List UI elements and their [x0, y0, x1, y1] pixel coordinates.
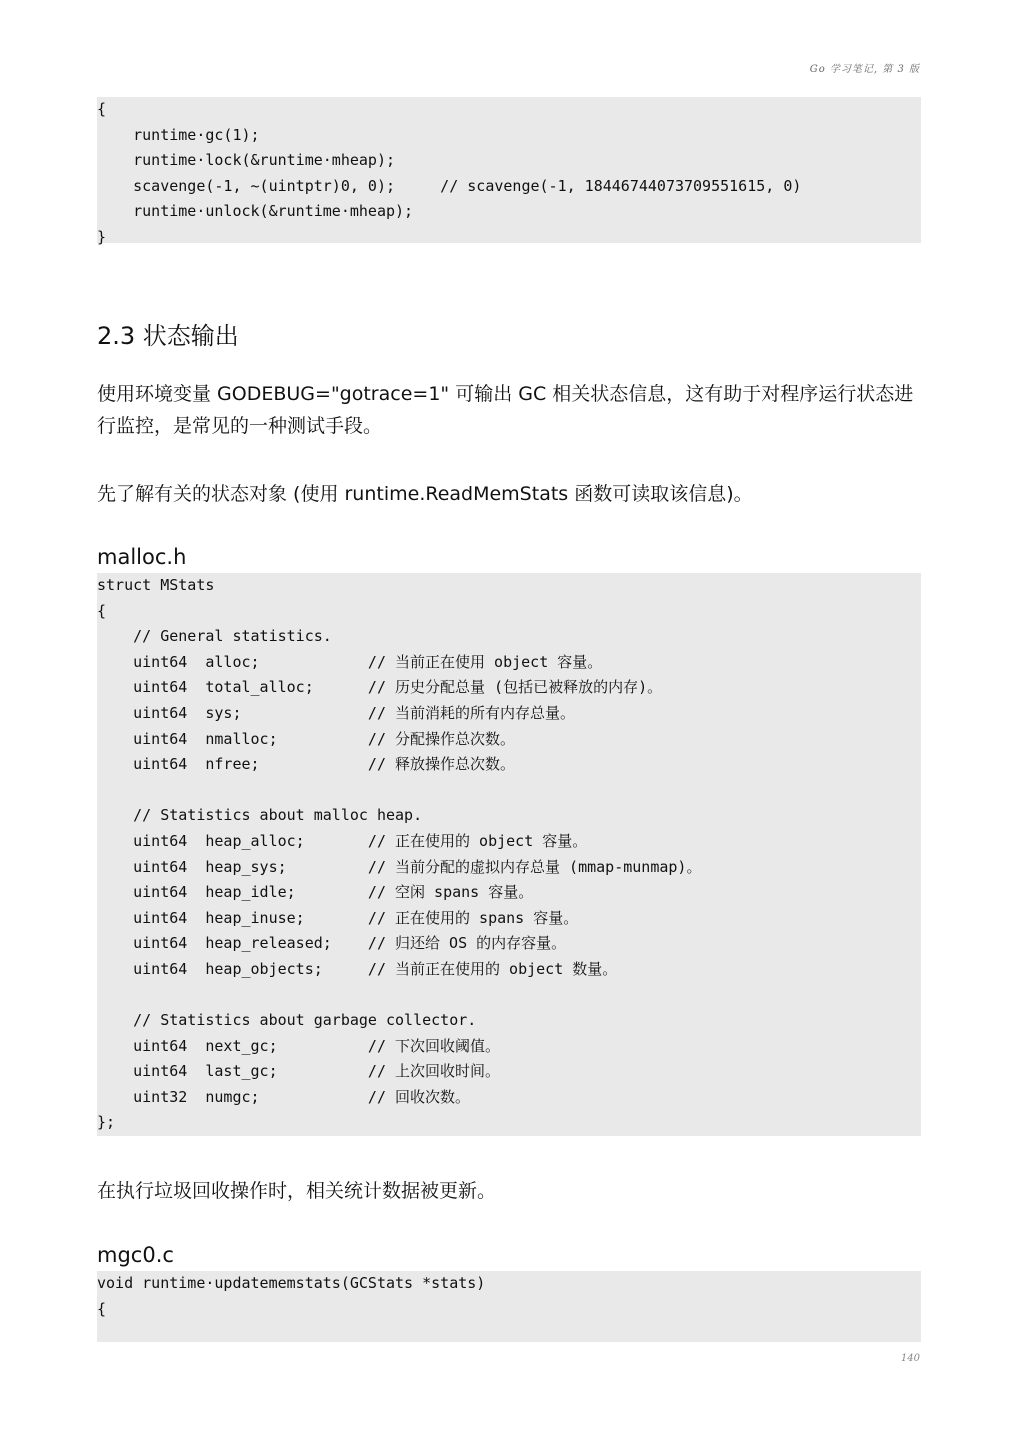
code-line: // Statistics about garbage collector.	[97, 1011, 477, 1030]
code-line: {	[97, 1299, 107, 1318]
code-line: scavenge(-1, ~(uintptr)0, 0); // scavenge(-1, 18446744073709551615, 0)	[97, 176, 802, 195]
code-line: {	[97, 601, 107, 620]
code-line: }	[97, 227, 107, 246]
code-line: uint64 last_gc; // 上次回收时间。	[97, 1062, 501, 1081]
paragraph-readmemstats: 先了解有关的状态对象 (使用 runtime.ReadMemStats 函数可读取该信息)。	[97, 483, 753, 505]
code-block-gc	[97, 97, 921, 246]
code-line: uint64 next_gc; // 下次回收阈值。	[97, 1036, 501, 1055]
paragraph-godebug: 使用环境变量 GODEBUG="gotrace=1" 可输出 GC 相关状态信息，这有助于对程序运行状态进行监控，是常见的一种测试手段。	[97, 383, 914, 437]
code-line: uint64 heap_released; // 归还给 OS 的内存容量。	[97, 934, 567, 953]
code-line: {	[97, 100, 107, 118]
page-number: 140	[900, 1353, 920, 1364]
code-line: // Statistics about malloc heap.	[97, 806, 423, 825]
code-block-updatememstats	[97, 1271, 921, 1342]
paragraph-update: 在执行垃圾回收操作时，相关统计数据被更新。	[97, 1180, 497, 1202]
filename-mgc0: mgc0.c	[97, 1243, 174, 1267]
code-line: struct MStats	[97, 576, 215, 594]
code-line: runtime·unlock(&runtime·mheap);	[97, 202, 414, 221]
code-line: uint64 heap_inuse; // 正在使用的 spans 容量。	[97, 908, 579, 927]
code-line: uint64 heap_alloc; // 正在使用的 object 容量。	[97, 831, 588, 850]
code-line: uint64 total_alloc; // 历史分配总量 (包括已被释放的内存)。	[97, 678, 663, 697]
code-line: uint64 heap_objects; // 当前正在使用的 object 数量。	[97, 959, 618, 978]
code-line: // General statistics.	[97, 627, 332, 646]
code-line: runtime·gc(1);	[97, 125, 260, 144]
code-line: uint32 numgc; // 回收次数。	[97, 1087, 471, 1106]
code-line: runtime·lock(&runtime·mheap);	[97, 151, 396, 170]
running-header: Go 学习笔记, 第 3 版	[809, 64, 920, 75]
code-line: uint64 heap_sys; // 当前分配的虚拟内存总量 (mmap-munmap)。	[97, 857, 702, 876]
code-line: uint64 nmalloc; // 分配操作总次数。	[97, 729, 516, 748]
code-line: };	[97, 1113, 116, 1132]
section-heading: 2.3 状态输出	[97, 322, 239, 350]
filename-malloc: malloc.h	[97, 545, 187, 569]
code-line	[97, 778, 921, 804]
code-line	[97, 983, 921, 1009]
code-block-mstats	[97, 573, 921, 1136]
code-line: uint64 sys; // 当前消耗的所有内存总量。	[97, 703, 576, 722]
code-line: uint64 heap_idle; // 空闲 spans 容量。	[97, 883, 534, 902]
code-line: uint64 nfree; // 释放操作总次数。	[97, 755, 516, 774]
code-line: uint64 alloc; // 当前正在使用 object 容量。	[97, 652, 603, 671]
code-line: void runtime·updatememstats(GCStats *stats)	[97, 1274, 486, 1292]
